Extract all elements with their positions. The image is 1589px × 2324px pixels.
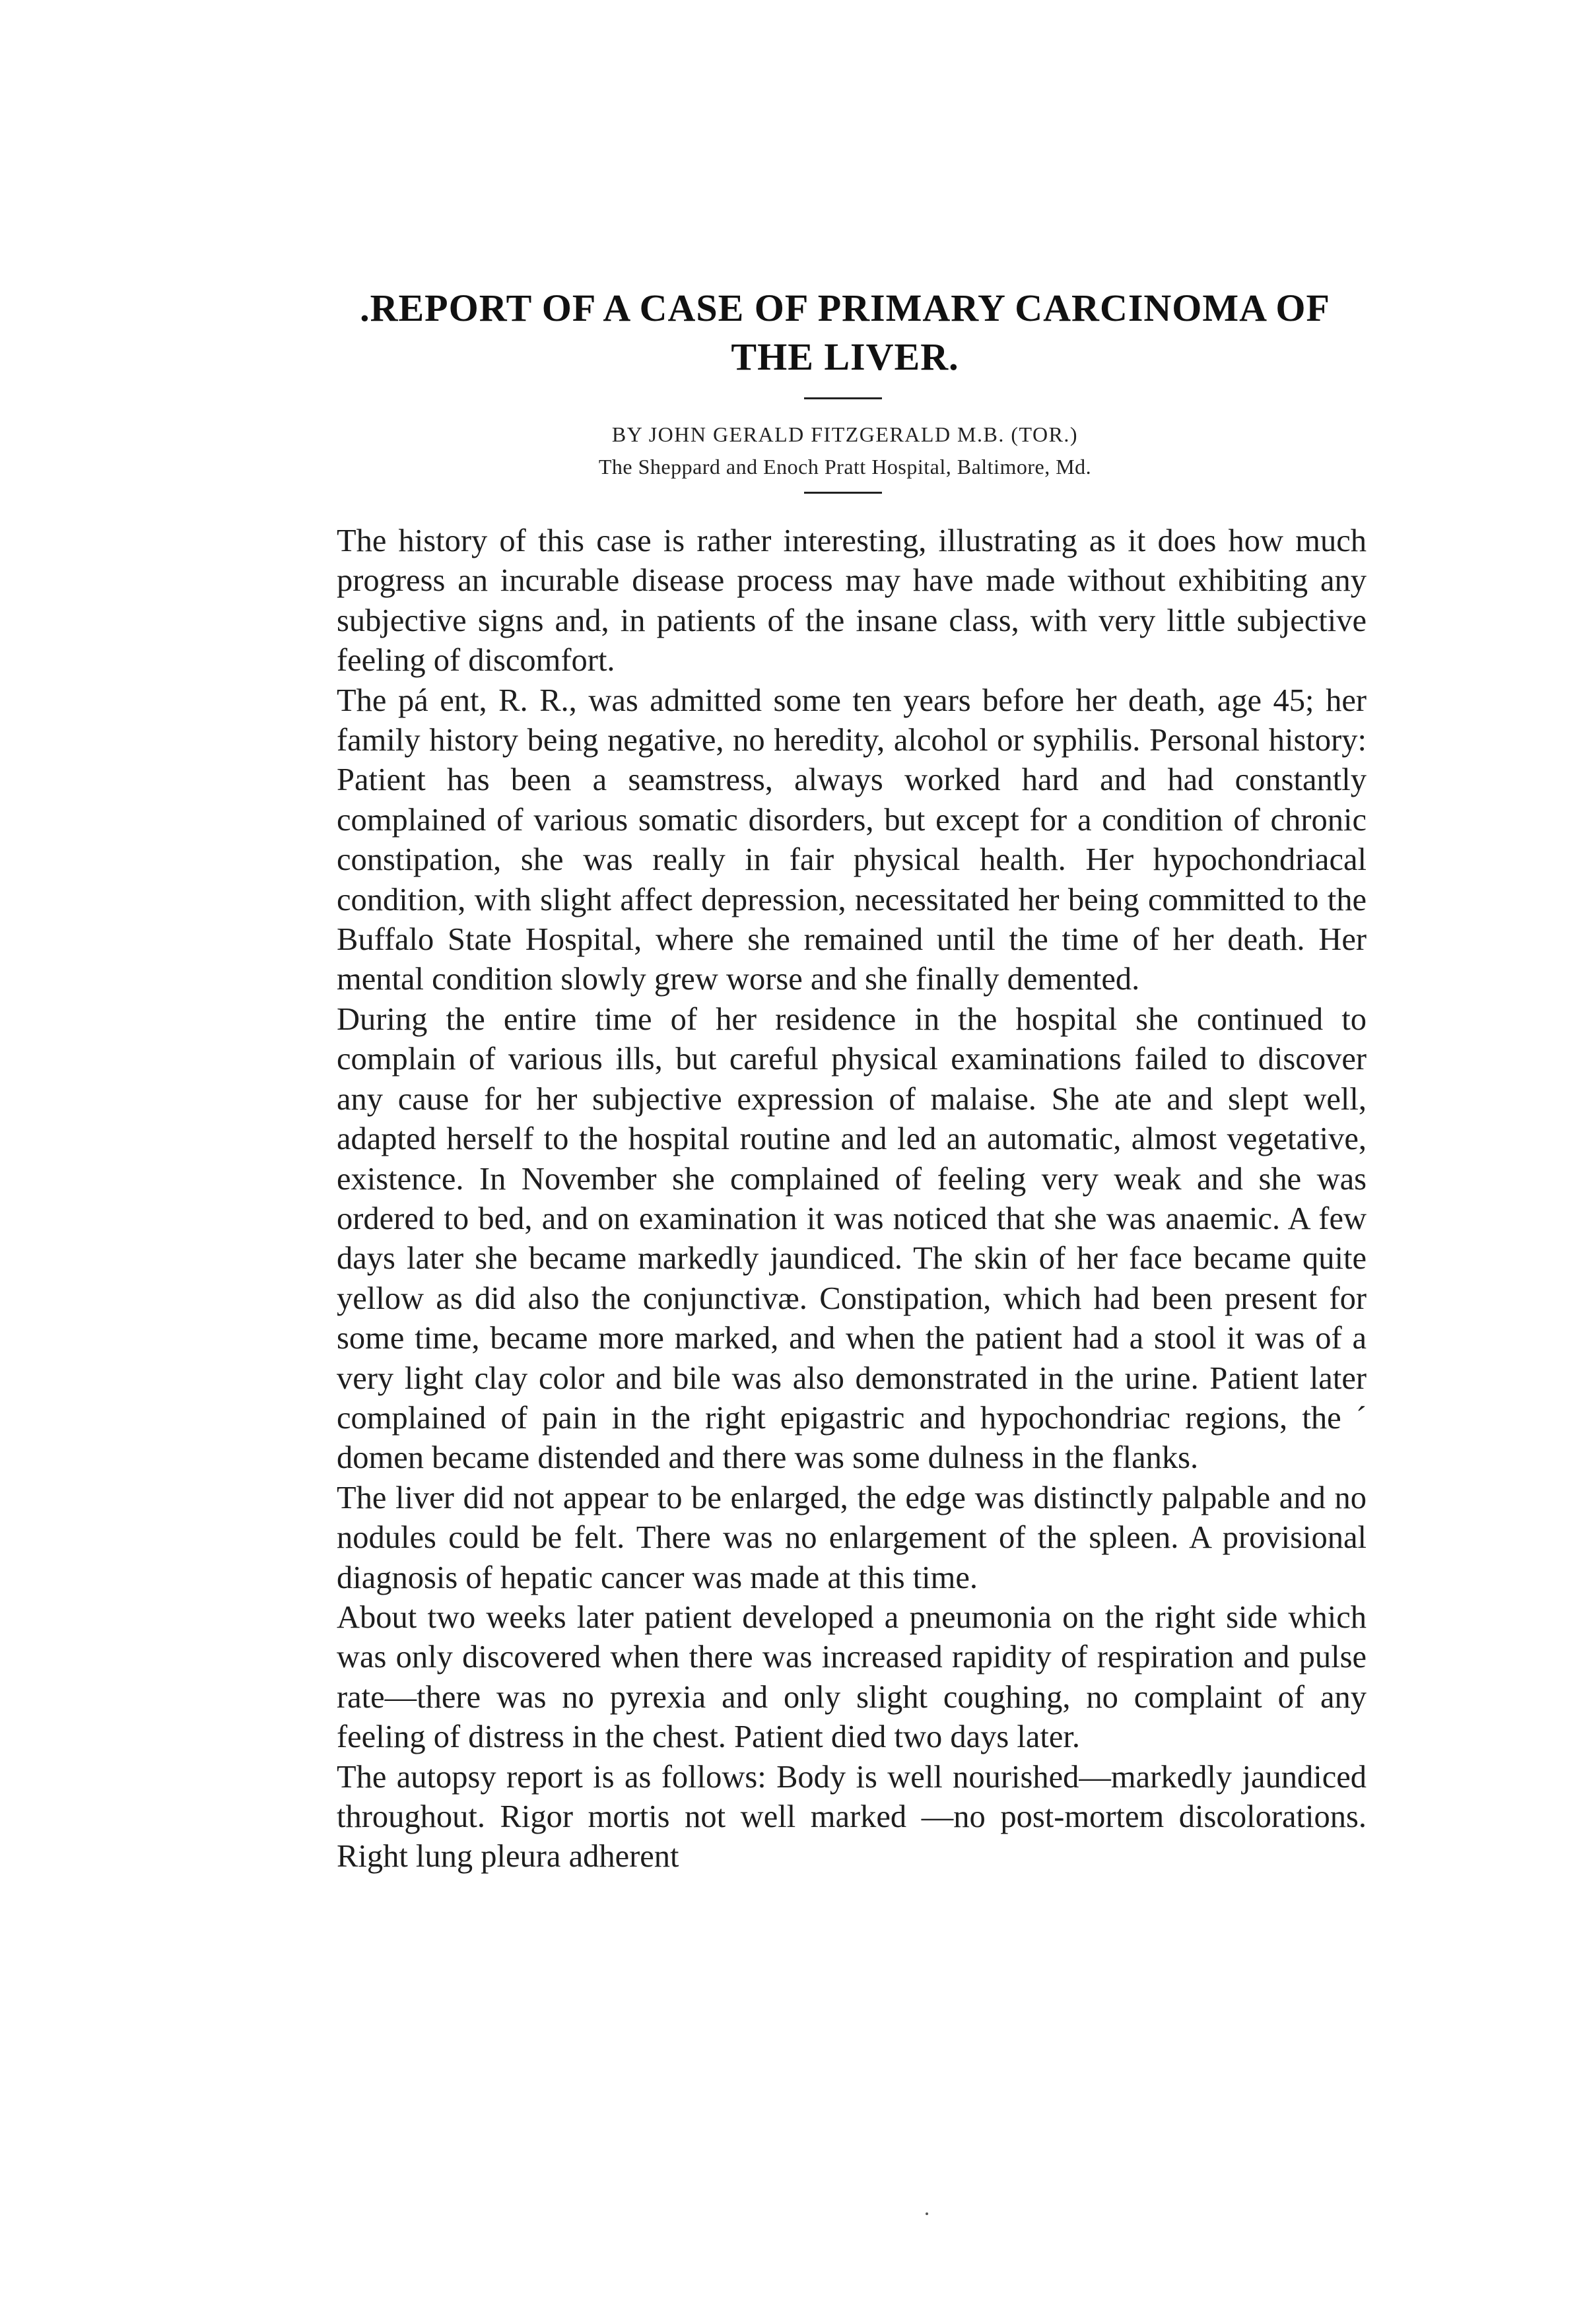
article-body: [337, 521, 1367, 1877]
author-byline: BY JOHN GERALD FITZGERALD M.B. (TOR.): [611, 422, 1079, 446]
article-title: [310, 284, 1380, 382]
body-paragraph-4: The liver did not appear to be enlarged, the edge was distinctly palpable and no nodules could be felt. There was no enlargement of the spleen. A provisional diagnosis of hepatic cancer was made at this time.: [337, 1480, 1367, 1595]
author-affiliation: The Sheppard and Enoch Pratt Hospital, Baltimore, Md.: [598, 455, 1092, 479]
body-paragraph-3: During the entire time of her residence in the hospital she continued to complain of various ills, but careful physical examinations failed to discover any cause for her subjective expression of malaise. She ate and slept well, adapted herself to the hospital routine and led an automatic, almost vegetative, existence. In November she complained of feeling very weak and she was ordered to bed, and on examination it was noticed that she was anaemic. A few days later she became markedly jaundiced. The skin of her face became quite yellow as did also the conjunctivæ. Constipation, which had been present for some time, became more marked, and when the patient had a stool it was of a very light clay color and bile was also demonstrated in the urine. Patient later complained of pain in the right epigastric and hypochondriac regions, the ´ domen became distended and there was some dulness in the flanks.: [337, 1001, 1367, 1476]
scan-speck: [926, 2212, 928, 2215]
title-divider: [804, 397, 882, 399]
body-paragraph-6: The autopsy report is as follows: Body is well nourished—markedly jaundiced throughout. Rigor mortis not well marked —no post-mortem discolorations. Right lung pleura adherent: [337, 1759, 1367, 1875]
body-paragraph-5: About two weeks later patient developed a pneumonia on the right side which was only discovered when there was increased rapidity of respiration and pulse rate—there was no pyrexia and only slight coughing, no complaint of any feeling of distress in the chest. Patient died two days later.: [337, 1599, 1367, 1755]
body-paragraph-1: The history of this case is rather interesting, illustrating as it does how much progress an incurable disease process may have made without exhibiting any subjective signs and, in patients of the insane class, with very little subjective feeling of discomfort.: [337, 523, 1367, 679]
article-title-line-1: .REPORT OF A CASE OF PRIMARY CARCINOMA OF: [360, 286, 1330, 329]
article-title-line-2: THE LIVER.: [731, 335, 959, 378]
byline-divider: [804, 492, 882, 494]
body-paragraph-2: The pá ent, R. R., was admitted some ten years before her death, age 45; her family history being negative, no heredity, alcohol or syphilis. Personal history: Patient has been a seamstress, always worked hard and had constantly complained of various somatic disorders, but except for a condition of chronic constipation, she was really in fair physical health. Her hypochondriacal condition, with slight affect depression, necessitated her being committed to the Buffalo State Hospital, where she remained until the time of her death. Her mental condition slowly grew worse and she finally demented.: [337, 682, 1367, 997]
